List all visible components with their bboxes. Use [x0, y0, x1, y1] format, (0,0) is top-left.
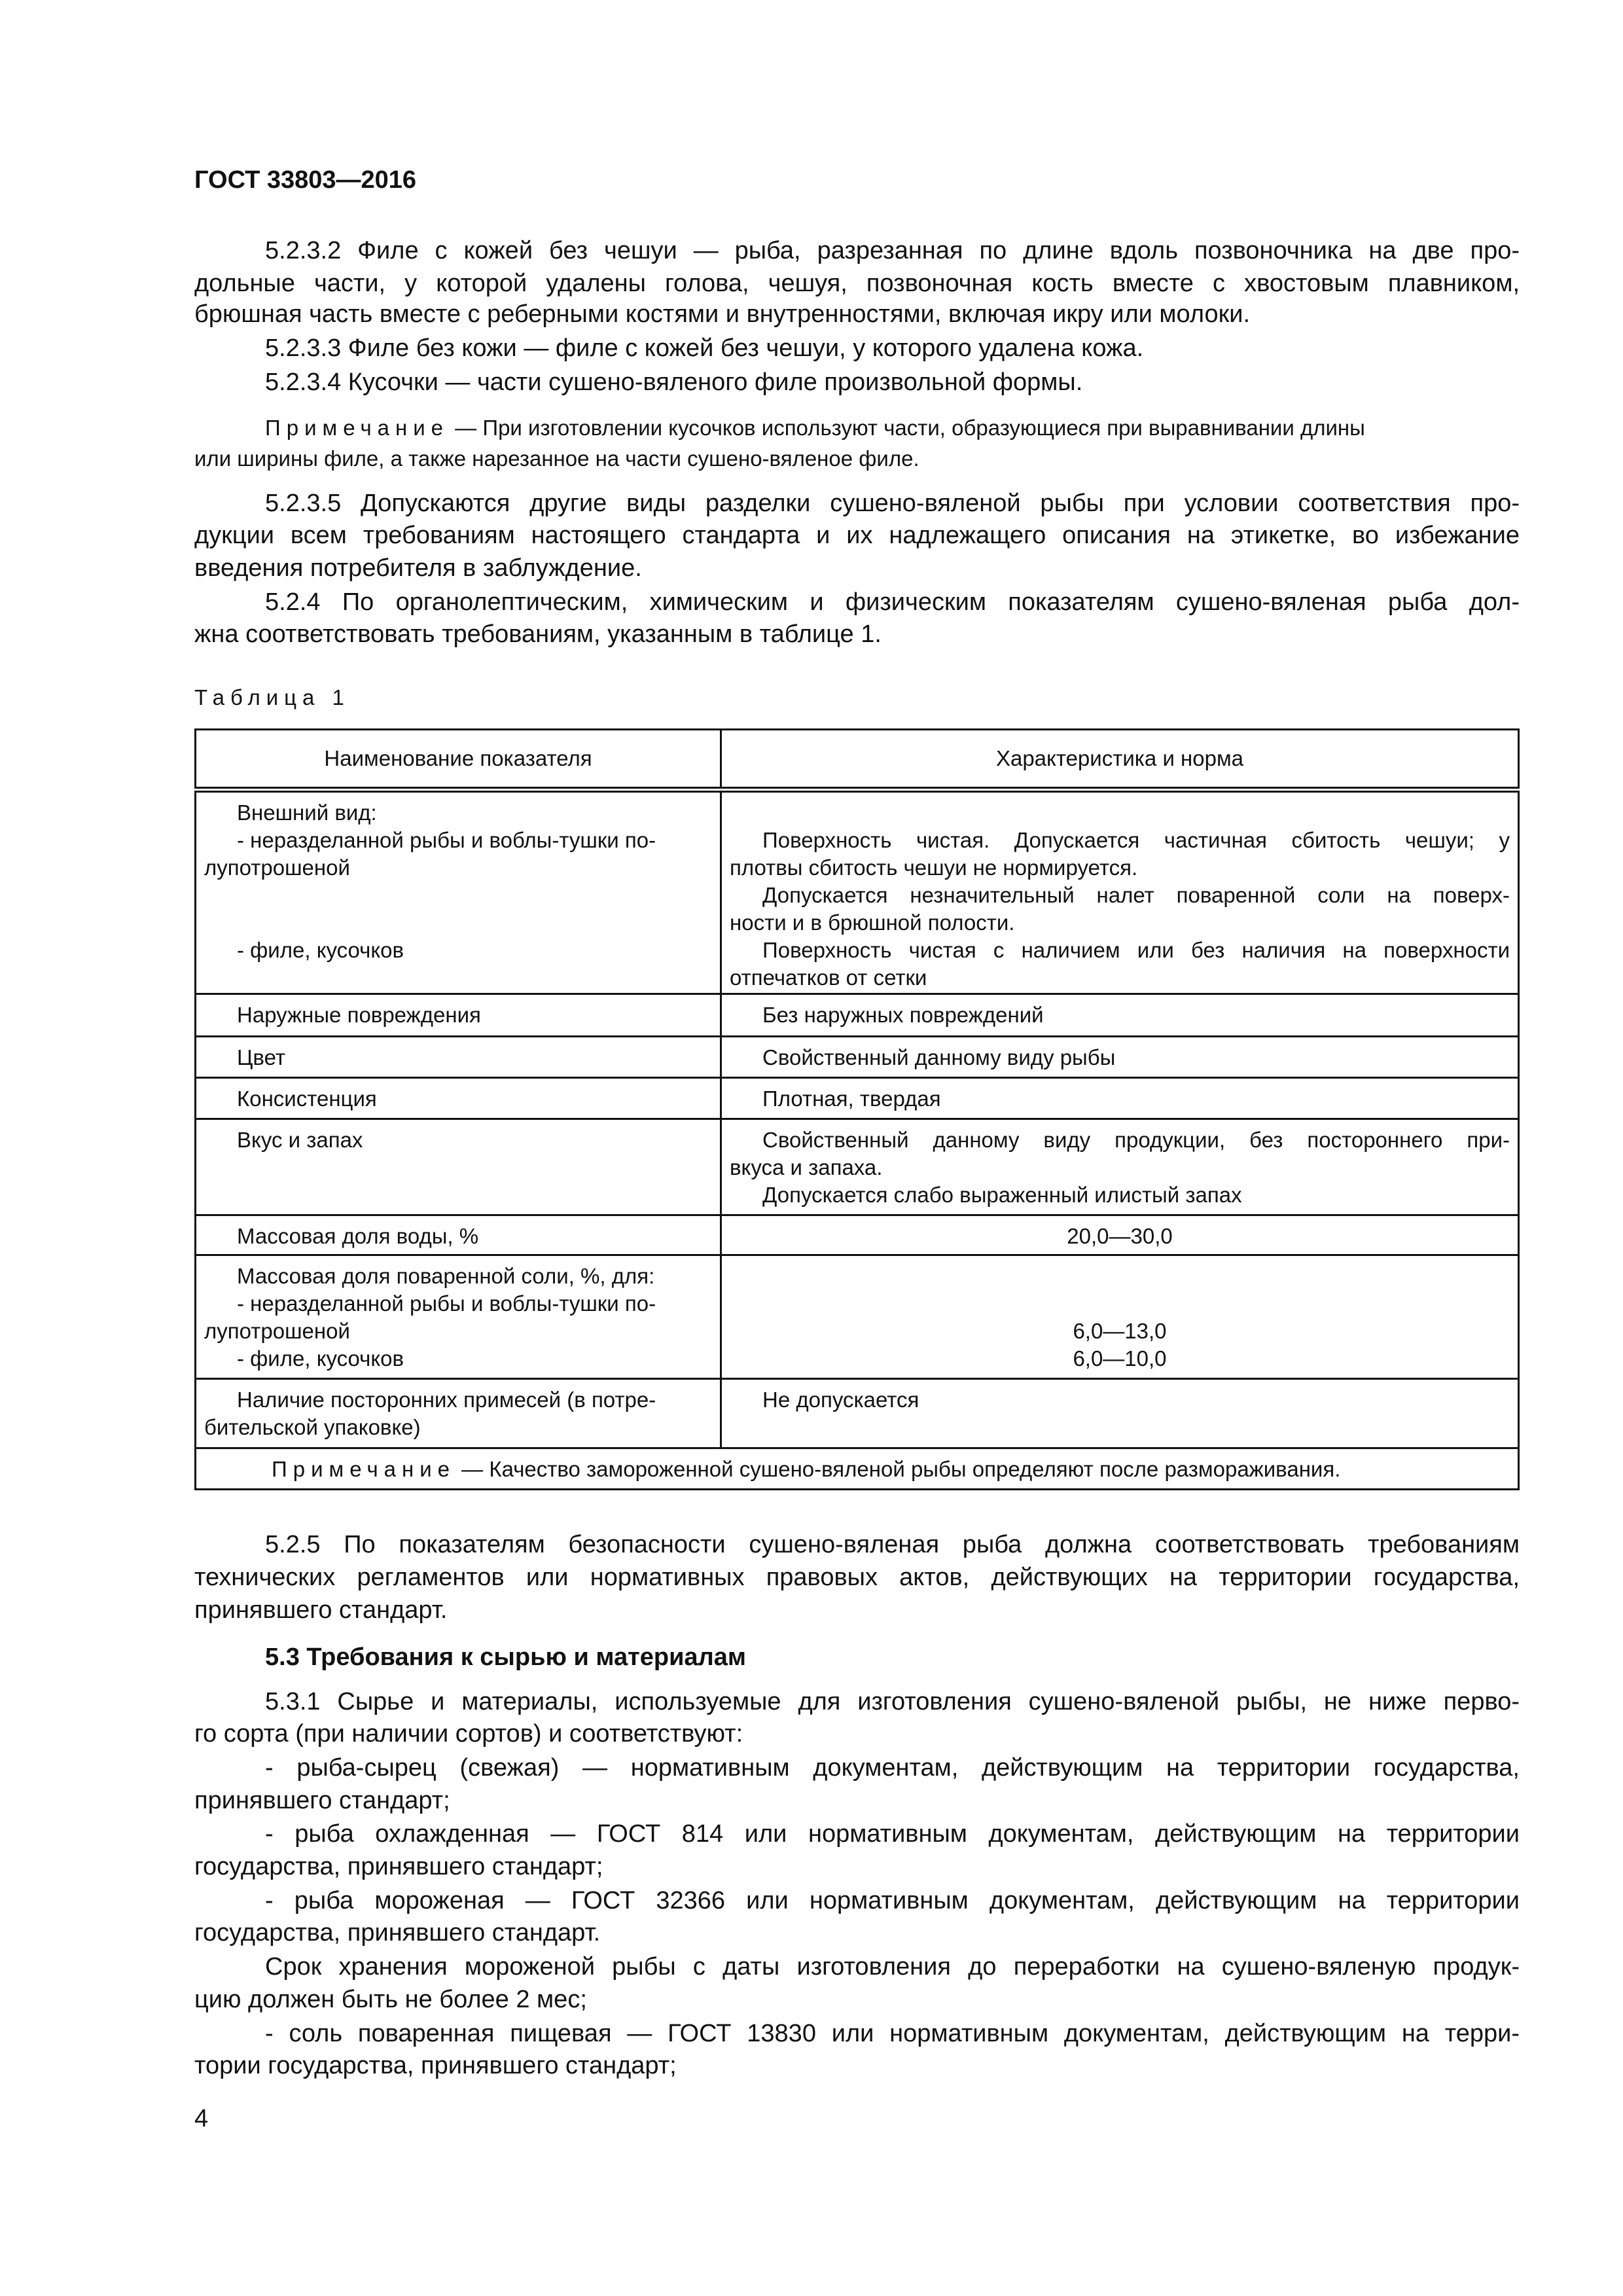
column-header: Наименование показателя: [196, 730, 721, 790]
table-cell: [721, 1119, 1519, 1215]
paragraph-line: го сорта (при наличии сортов) и соответствуют:: [194, 1720, 743, 1748]
cell-line: Поверхность чистая. Допускается частичная сбитость чешуи; у: [762, 828, 1510, 852]
blank-line: [204, 909, 712, 937]
note-line: или ширины филе, а также нарезанное на части сушено-вяленое филе.: [194, 446, 919, 471]
cell-line: лупотрошеной: [204, 855, 350, 880]
table-row: [196, 1215, 1519, 1255]
table-caption: Таблица 1: [194, 685, 350, 709]
cell-line: Без наружных повреждений: [762, 1003, 1044, 1027]
blank-line: [204, 882, 712, 909]
note-label: Примечание: [272, 1457, 456, 1481]
paragraph-line: 5.3.1 Сырье и материалы, используемые для изготовления сушено-вяленой рыбы, не ниже перво-: [265, 1688, 1520, 1715]
cell-line: Свойственный данному виду продукции, без постороннего при-: [762, 1128, 1510, 1152]
cell-line: 6,0—13,0: [1073, 1319, 1167, 1343]
cell-line: Допускается незначительный налет поваренной соли на поверх-: [762, 883, 1510, 907]
list-item-line: - рыба мороженая — ГОСТ 32366 или нормативным документам, действующим на территории: [265, 1887, 1520, 1914]
table-row: [196, 1379, 1519, 1448]
table-cell: [196, 1037, 721, 1078]
cell-line: Цвет: [237, 1045, 285, 1069]
table-cell: [196, 1255, 721, 1379]
table-cell: [196, 1119, 721, 1215]
table-row: [196, 1119, 1519, 1215]
cell-line: 6,0—10,0: [1073, 1346, 1167, 1371]
note: [265, 412, 1520, 444]
column-header: Характеристика и норма: [721, 730, 1519, 790]
cell-line: - филе, кусочков: [237, 1346, 404, 1371]
cell-line: 20,0—30,0: [1067, 1224, 1173, 1248]
list-item-line: - соль поваренная пищевая — ГОСТ 13830 или нормативным документам, действующим на терри-: [265, 2020, 1520, 2047]
table-cell: [196, 790, 721, 994]
note-label: Примечание: [265, 416, 450, 440]
paragraph-line: жна соответствовать требованиям, указанным в таблице 1.: [194, 620, 882, 648]
table-cell: [196, 1078, 721, 1119]
cell-line: - филе, кусочков: [237, 938, 404, 962]
cell-line: вкуса и запаха.: [730, 1155, 883, 1179]
table-note: [196, 1448, 1519, 1490]
note-text: — Качество замороженной сушено-вяленой рыбы определяют после размораживания.: [455, 1457, 1341, 1481]
paragraph-line: 5.2.4 По органолептическим, химическим и физическим показателям сушено-вяленая рыба дол-: [265, 588, 1520, 616]
cell-line: - неразделанной рыбы и воблы-тушки по-: [237, 1291, 656, 1316]
table-cell: [721, 1078, 1519, 1119]
table-cell: [721, 790, 1519, 994]
table-cell: [196, 1379, 721, 1448]
section-heading: 5.3 Требования к сырью и материалам: [265, 1643, 746, 1671]
document-id: ГОСТ 33803—2016: [194, 166, 417, 194]
paragraph-line: брюшная часть вместе с реберными костями и внутренностями, включая икру или молоки.: [194, 300, 1250, 328]
cell-line: лупотрошеной: [204, 1319, 350, 1343]
blank-line: [730, 1290, 1510, 1318]
cell-line: ности и в брюшной полости.: [730, 910, 1015, 935]
cell-line: - неразделанной рыбы и воблы-тушки по-: [237, 828, 656, 852]
page-number: 4: [194, 2105, 209, 2132]
table-cell: [721, 994, 1519, 1037]
cell-line: Внешний вид:: [237, 800, 377, 825]
cell-line: Наружные повреждения: [237, 1003, 481, 1027]
paragraph-line: 5.2.3.2 Филе с кожей без чешуи — рыба, разрезанная по длине вдоль позвоночника на две про-: [265, 237, 1520, 264]
table-1: [194, 728, 1520, 1490]
cell-line: Не допускается: [762, 1388, 919, 1412]
table-cell: [721, 1215, 1519, 1255]
paragraph-line: 5.2.3.5 Допускаются другие виды разделки сушено-вяленой рыбы при условии соответствия про-: [265, 490, 1520, 517]
list-item-line: государства, принявшего стандарт.: [194, 1919, 601, 1946]
cell-line: плотвы сбитость чешуи не нормируется.: [730, 855, 1138, 880]
table-row: [196, 1078, 1519, 1119]
table-row: [196, 1037, 1519, 1078]
note-text: — При изготовлении кусочков используют части, образующиеся при выравнивании длины: [449, 416, 1365, 440]
cell-line: бительской упаковке): [204, 1415, 421, 1439]
table-row: [196, 790, 1519, 994]
paragraph-line: Срок хранения мороженой рыбы с даты изготовления до переработки на сушено-вяленую продук-: [265, 1953, 1520, 1981]
list-item-line: - рыба охлажденная — ГОСТ 814 или нормативным документам, действующим на территории: [265, 1820, 1520, 1848]
blank-line: [730, 799, 1510, 827]
table-note-row: [196, 1448, 1519, 1490]
list-item-line: тории государства, принявшего стандарт;: [194, 2052, 677, 2079]
paragraph-line: цию должен быть не более 2 мес;: [194, 1986, 587, 2013]
paragraph-line: 5.2.3.4 Кусочки — части сушено-вяленого филе произвольной формы.: [265, 368, 1083, 396]
table-row: [196, 1255, 1519, 1379]
paragraph-line: введения потребителя в заблуждение.: [194, 554, 642, 582]
cell-line: отпечатков от сетки: [730, 965, 927, 990]
cell-line: Наличие посторонних примесей (в потре-: [237, 1388, 656, 1412]
cell-line: Массовая доля воды, %: [237, 1224, 479, 1248]
table-cell: [721, 1255, 1519, 1379]
table-header-row: [196, 730, 1519, 790]
paragraph-line: технических регламентов или нормативных правовых актов, действующих на территории государства,: [194, 1564, 1520, 1591]
list-item-line: государства, принявшего стандарт;: [194, 1853, 603, 1880]
paragraph-line: дольные части, у которой удалены голова, чешуя, позвоночная кость вместе с хвостовым плавником,: [194, 270, 1520, 297]
list-item-line: принявшего стандарт;: [194, 1787, 450, 1814]
cell-line: Свойственный данному виду рыбы: [762, 1045, 1116, 1069]
table-row: [196, 994, 1519, 1037]
paragraph-line: 5.2.5 По показателям безопасности сушено-вяленая рыба должна соответствовать требованиям: [265, 1531, 1520, 1558]
cell-line: Консистенция: [237, 1086, 377, 1111]
table-cell: [721, 1379, 1519, 1448]
cell-line: Поверхность чистая с наличием или без наличия на поверхности: [762, 938, 1510, 962]
blank-line: [730, 1263, 1510, 1290]
table-cell: [721, 1037, 1519, 1078]
cell-line: Массовая доля поваренной соли, %, для:: [237, 1264, 655, 1288]
cell-line: Допускается слабо выраженный илистый запах: [762, 1183, 1242, 1207]
table-cell: [196, 994, 721, 1037]
cell-line: Плотная, твердая: [762, 1086, 941, 1111]
table-cell: [196, 1215, 721, 1255]
paragraph-line: дукции всем требованиям настоящего стандарта и их надлежащего описания на этикетке, во избежание: [194, 522, 1520, 549]
cell-line: Вкус и запах: [237, 1128, 363, 1152]
list-item-line: - рыба-сырец (свежая) — нормативным документам, действующим на территории государства,: [265, 1754, 1520, 1782]
paragraph-line: принявшего стандарт.: [194, 1596, 448, 1624]
paragraph-line: 5.2.3.3 Филе без кожи — филе с кожей без чешуи, у которого удалена кожа.: [265, 334, 1144, 362]
